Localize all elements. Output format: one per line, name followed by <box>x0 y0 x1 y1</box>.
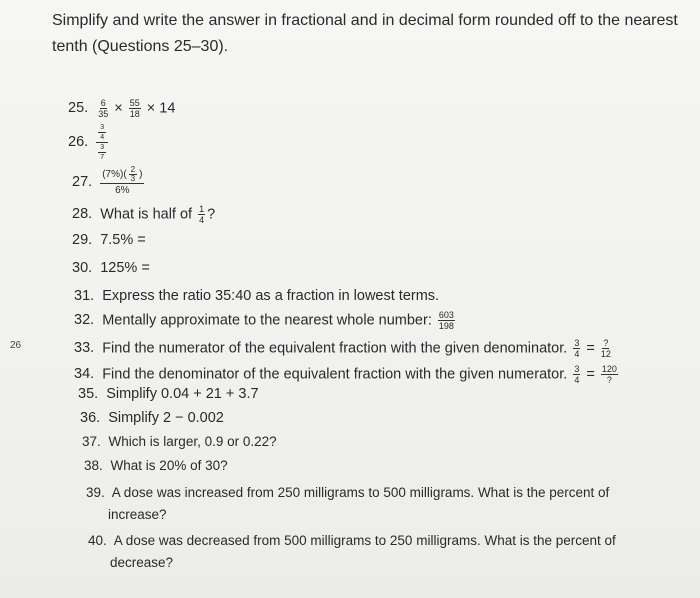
question-33: 33. Find the numerator of the equivalent fraction with the given denominator. $\frac{3}{4}$ = $\frac{?}{12}$ <box>74 338 611 359</box>
fraction: $\frac{55}{18}$ <box>129 98 140 119</box>
question-number: 28. <box>72 206 93 223</box>
question-37: 37. Which is larger, 0.9 or 0.22? <box>82 434 277 449</box>
times-sign: × <box>114 100 123 117</box>
question-number: 34. <box>74 366 95 383</box>
question-40: 40. A dose was decreased from 500 milligrams to 250 milligrams. What is the percent of decrease? <box>88 533 616 570</box>
question-35: 35. Simplify 0.04 + 21 + 3.7 <box>78 386 259 402</box>
instructions-line-1: Simplify and write the answer in fractional and in decimal form rounded off to the nearest <box>52 12 678 29</box>
question-38: 38. What is 20% of 30? <box>84 458 228 473</box>
question-number: 27. <box>72 173 93 190</box>
instructions-line-2: tenth (Questions 25–30). <box>52 38 229 55</box>
question-39: 39. A dose was increased from 250 milligrams to 500 milligrams. What is the percent of increase? <box>86 485 610 522</box>
question-number: 40. <box>88 533 107 548</box>
question-26 <box>68 124 108 161</box>
fraction: $\frac{603}{198}$ <box>438 310 454 331</box>
fraction: $\frac{?}{12}$ <box>600 338 611 359</box>
question-number: 26. <box>68 134 89 151</box>
question-number: 32. <box>74 312 95 329</box>
fraction: $\frac{1}{4}$ <box>199 204 205 225</box>
question-25 <box>68 98 175 119</box>
question-number: 29. <box>72 232 93 248</box>
fraction: (7%)( $\frac{2}{3}$ ) 6% <box>102 165 143 196</box>
margin-page-number: 26 <box>10 340 22 351</box>
question-32: 32. Mentally approximate to the nearest whole number: $\frac{603}{198}$ <box>74 310 454 331</box>
question-29: 29. 7.5% = <box>72 232 146 248</box>
question-number: 39. <box>86 485 105 500</box>
question-number: 35. <box>78 386 99 402</box>
question-number: 25. <box>68 100 89 117</box>
question-30: 30. 125% = <box>72 260 150 276</box>
question-34: 34. Find the denominator of the equivalent fraction with the given numerator. $\frac{3}{4}$ = $\frac{120}{?}$ <box>74 364 617 385</box>
fraction: $\frac{3}{4}$ <box>574 338 580 359</box>
expression-rest: × 14 <box>146 100 176 117</box>
question-28: 28. What is half of $\frac{1}{4}$ ? <box>72 204 216 225</box>
question-number: 31. <box>74 288 95 304</box>
question-number: 37. <box>82 434 101 449</box>
question-36: 36. Simplify 2 − 0.002 <box>80 410 224 426</box>
instructions <box>52 8 682 60</box>
question-31: 31. Express the ratio 35:40 as a fraction in lowest terms. <box>74 288 440 304</box>
fraction: $\frac{6}{35}$ <box>98 98 109 119</box>
fraction: $\frac{120}{?}$ <box>601 364 617 385</box>
question-number: 36. <box>80 410 101 426</box>
question-number: 30. <box>72 260 93 276</box>
question-27 <box>72 166 144 198</box>
complex-fraction: 3 4 3 7 <box>96 124 108 161</box>
fraction: $\frac{3}{4}$ <box>574 364 580 385</box>
question-number: 38. <box>84 458 103 473</box>
question-number: 33. <box>74 340 95 357</box>
